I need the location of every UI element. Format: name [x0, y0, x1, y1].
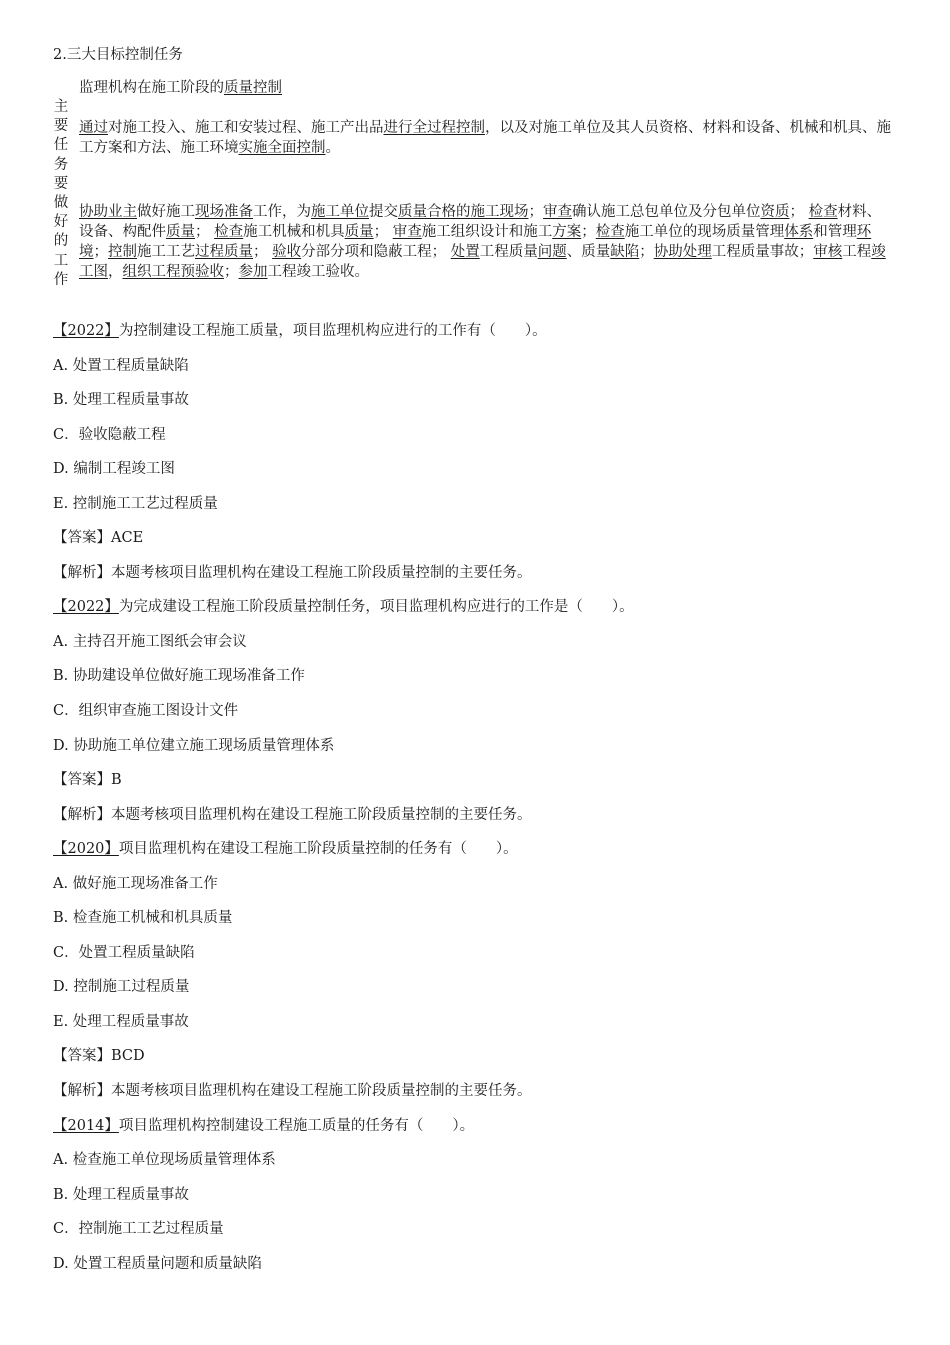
underlined-term: 协助处理 — [653, 244, 712, 260]
text-run: 工程质量事故； — [711, 244, 814, 260]
box-paragraph-control-scope — [79, 118, 894, 158]
text-run: ； — [639, 244, 654, 260]
answer-analysis: 【解析】本题考核项目监理机构在建设工程施工阶段质量控制的主要任务。 — [53, 806, 532, 823]
answer-key: 【答案】ACE — [53, 530, 144, 547]
exam-year-tag: 【2022】 — [53, 323, 119, 339]
answer-analysis: 【解析】本题考核项目监理机构在建设工程施工阶段质量控制的主要任务。 — [53, 564, 532, 581]
question-text: 为完成建设工程施工阶段质量控制任务，项目监理机构应进行的工作是（ ）。 — [118, 599, 634, 616]
underlined-term: 检查 — [808, 204, 838, 220]
question-stem — [53, 597, 913, 632]
question-stem — [53, 321, 913, 356]
text-run: 、质量 — [566, 244, 611, 260]
text-run: 施工工艺 — [137, 244, 195, 260]
underlined-term: 质量控制 — [224, 80, 282, 96]
underlined-term: 通过 — [79, 120, 108, 136]
underlined-term: 审查 — [392, 224, 422, 240]
text-run: 监理机构在施工阶段的 — [79, 80, 224, 96]
answer-option: E. 控制施工工艺过程质量 — [53, 495, 218, 512]
box-title — [79, 78, 894, 98]
underlined-term: 过程质量 — [195, 244, 253, 260]
text-run: 材料、设备、构配件 — [79, 204, 882, 240]
text-run: ； — [195, 224, 215, 240]
underlined-term: 资质 — [760, 204, 790, 220]
question-list — [53, 321, 913, 1288]
underlined-term: 进行全过程控制 — [383, 120, 485, 136]
text-run: ； — [373, 224, 393, 240]
question-text: 为控制建设工程施工质量，项目监理机构应进行的工作有（ ）。 — [118, 323, 547, 339]
exam-year-tag: 【2020】 — [53, 841, 119, 858]
underlined-term: 质量 — [344, 224, 374, 240]
underlined-term: 现场准备 — [195, 204, 253, 220]
underlined-term: 组织工程预验收 — [122, 264, 224, 280]
underlined-term: 审查 — [543, 204, 572, 220]
answer-option: A. 检查施工单位现场质量管理体系 — [53, 1152, 276, 1169]
answer-option: C．处置工程质量缺陷 — [53, 944, 195, 961]
question-stem — [53, 1116, 913, 1151]
text-run: ； — [253, 244, 273, 260]
underlined-term: 质量 — [166, 224, 195, 240]
answer-analysis: 【解析】本题考核项目监理机构在建设工程施工阶段质量控制的主要任务。 — [53, 1083, 532, 1100]
text-run: 施工机械和机具 — [243, 224, 345, 240]
underlined-term: 协助业主 — [79, 204, 137, 220]
underlined-term: 施工单位 — [311, 204, 369, 220]
answer-option: A. 做好施工现场准备工作 — [53, 875, 218, 892]
text-run: 对施工投入、施工和安装过程、施工产出品 — [108, 120, 384, 136]
underlined-term: 缺陷 — [610, 244, 640, 260]
underlined-term: 实施全面控制 — [238, 140, 326, 156]
answer-option: D. 协助施工单位建立施工现场质量管理体系 — [53, 737, 335, 754]
underlined-term: 审核 — [813, 244, 843, 260]
answer-option: E. 处理工程质量事故 — [53, 1013, 189, 1030]
text-run: ， — [108, 264, 123, 280]
answer-option: D. 控制施工过程质量 — [53, 979, 190, 996]
underlined-term: 检查 — [595, 224, 625, 240]
text-run: 工程质量 — [479, 244, 538, 260]
question-text: 项目监理机构控制建设工程施工质量的任务有（ ）。 — [118, 1117, 475, 1134]
side-label: 主 要 任 务 要 做 好 的 工 作 — [53, 99, 69, 288]
section-heading: 2.三大目标控制任务 — [53, 47, 183, 63]
answer-option: D. 处置工程质量问题和质量缺陷 — [53, 1255, 262, 1272]
underlined-term: 检查 — [214, 224, 244, 240]
text-run: 工程竣工验收。 — [267, 264, 369, 280]
underlined-term: 处置 — [450, 244, 480, 260]
answer-key: 【答案】BCD — [53, 1048, 145, 1065]
answer-option: B. 处理工程质量事故 — [53, 1186, 189, 1203]
box-paragraph-main-tasks — [79, 202, 894, 282]
text-run: 和管理 — [813, 224, 857, 240]
text-run: ，以及对施工单位及其人员资格、材料和设备、机械和机具、施工方案和方法、施工环境 — [79, 120, 891, 156]
question-text: 项目监理机构在建设工程施工阶段质量控制的任务有（ ）。 — [118, 841, 518, 858]
text-run: 施工单位的现场质量管理 — [624, 224, 785, 240]
exam-year-tag: 【2014】 — [53, 1117, 119, 1134]
answer-option: B. 处理工程质量事故 — [53, 392, 189, 409]
underlined-term: 方案 — [552, 224, 582, 240]
underlined-term: 参加 — [238, 264, 268, 280]
answer-key: 【答案】B — [53, 772, 122, 789]
question-stem — [53, 839, 913, 874]
answer-option: B. 协助建设单位做好施工现场准备工作 — [53, 668, 305, 685]
text-run: 工程 — [842, 244, 872, 260]
underlined-term: 问题 — [537, 244, 567, 260]
answer-option: D. 编制工程竣工图 — [53, 461, 175, 478]
answer-option: C．控制施工工艺过程质量 — [53, 1221, 224, 1238]
text-run: 施工组织设计和施工 — [421, 224, 553, 240]
text-run: 做好施工 — [137, 204, 195, 220]
answer-option: A. 主持召开施工图纸会审会议 — [53, 633, 247, 650]
answer-option: B. 检查施工机械和机具质量 — [53, 910, 233, 927]
answer-option: A. 处置工程质量缺陷 — [53, 357, 189, 374]
answer-option: C．组织审查施工图设计文件 — [53, 703, 239, 720]
exam-year-tag: 【2022】 — [53, 599, 119, 616]
underlined-term: 控制 — [108, 244, 137, 260]
answer-option: C．验收隐蔽工程 — [53, 426, 166, 443]
text-run: 工作，为 — [253, 204, 311, 220]
text-run: ； — [581, 224, 596, 240]
text-run: ； — [224, 264, 239, 280]
text-run: ； — [93, 244, 108, 260]
underlined-term: 体系 — [784, 224, 814, 240]
underlined-term: 验收 — [272, 244, 302, 260]
text-run: 分部分项和隐蔽工程； — [301, 244, 451, 260]
text-run: ； — [789, 204, 809, 220]
text-run: 。 — [325, 140, 340, 156]
text-run: 提交 — [369, 204, 398, 220]
underlined-term: 质量合格的施工现场 — [398, 204, 529, 220]
text-run: 确认施工总包单位及分包单位 — [572, 204, 761, 220]
underlined-term: 竣工图 — [79, 244, 886, 280]
underlined-term: 环境 — [79, 224, 872, 260]
text-run: ； — [528, 204, 543, 220]
